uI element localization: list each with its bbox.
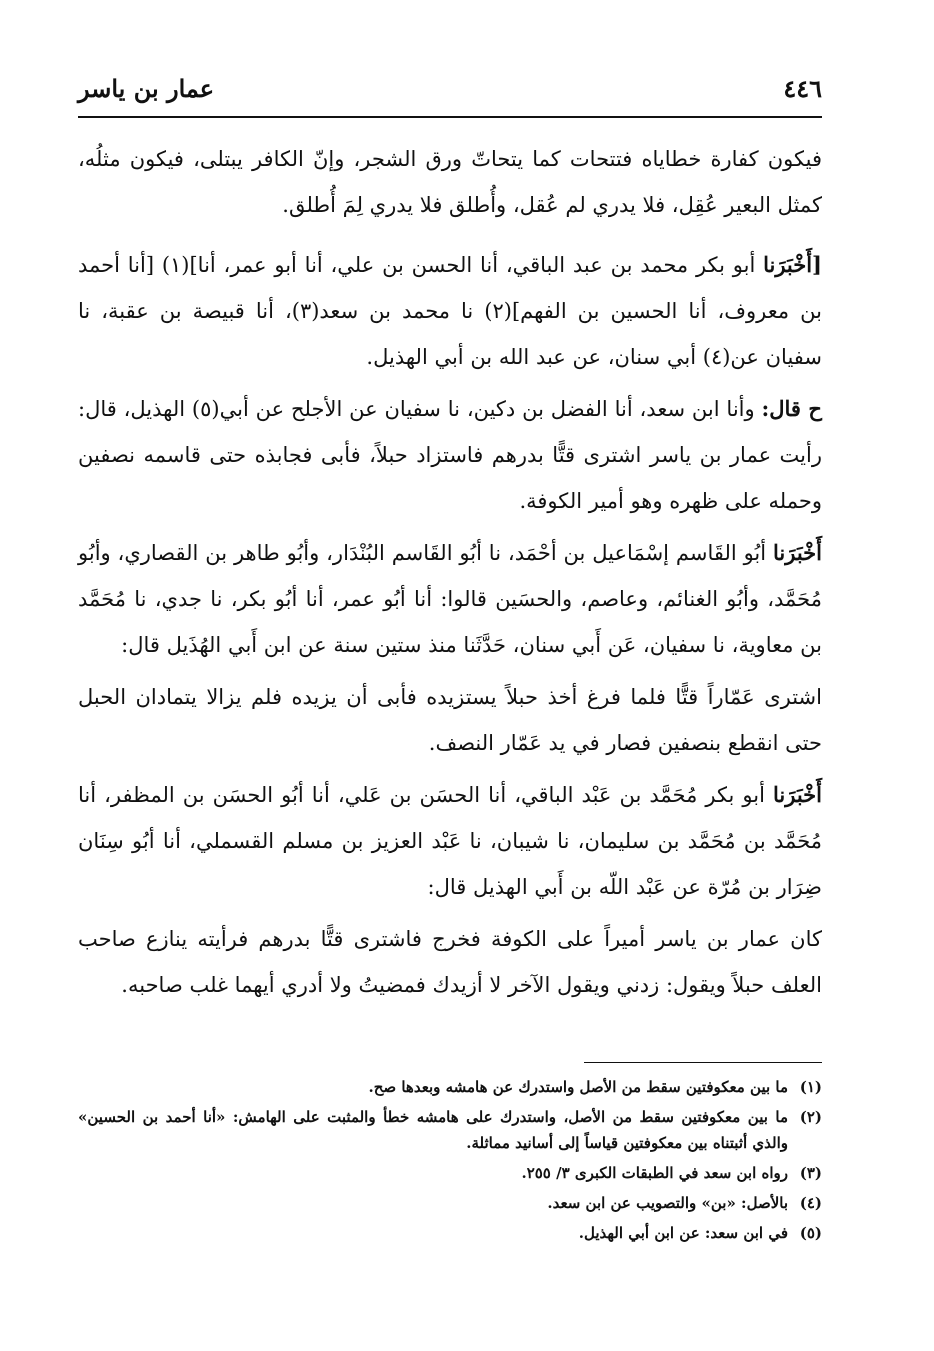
paragraph-text: أبو بكر محمد بن عبد الباقي، أنا الحسن بن علي، أنا أبو عمر، أنا](١) [أنا أحمد بن معروف، أنا الحسين بن الفهم](٢) نا محمد بن سعد(٣)، أنا قبيصة بن عقبة، نا سفيان عن(٤) أبي سنان، عن عبد الله بن أبي الهذيل. — [78, 253, 822, 369]
paragraph-text: فيكون كفارة خطاياه فتتحات كما يتحاتّ ورق الشجر، وإنّ الكافر يبتلى، فيكون مثلُه، كمثل البعير عُقِل، فلا يدري لم عُقل، وأُطلق فلا يدري لِمَ أُطلق. — [78, 147, 822, 217]
footnote-text: بالأصل: «بن» والتصويب عن ابن سعد. — [547, 1194, 788, 1212]
running-title: عمار بن ياسر — [78, 74, 215, 103]
footnote-number: (٤) — [799, 1194, 822, 1212]
footnote-text: رواه ابن سعد في الطبقات الكبرى ٣/ ٢٥٥. — [521, 1164, 788, 1182]
paragraph-6 — [78, 772, 822, 910]
footnote-number: (٥) — [799, 1224, 822, 1242]
paragraph-3 — [78, 386, 822, 524]
footnote-1 — [78, 1074, 822, 1100]
footnote-number: (٣) — [799, 1164, 822, 1182]
footnote-3 — [78, 1160, 822, 1186]
header-rule — [78, 116, 822, 118]
page-header — [78, 70, 822, 110]
footnote-rule — [584, 1062, 822, 1063]
footnotes — [78, 1074, 822, 1250]
paragraph-text: أبو بكر مُحَمَّد بن عَبْد الباقي، أنا الحسَن بن عَلي، أنا أبُو الحسَن بن المظفر، أنا مُحَمَّد بن مُحَمَّد بن سليمان، نا شيبان، نا عَبْد العزيز بن مسلم القسملي، أنا أبُو سِنَان ضِرَار بن مُرّة عن عَبْد اللّه بن أَبي الهذيل قال: — [78, 783, 822, 899]
footnote-text: في ابن سعد: عن ابن أبي الهذيل. — [578, 1224, 788, 1242]
footnote-text: ما بين معكوفتين سقط من الأصل، واستدرك على هامشه خطأ والمثبت على الهامش: «أنا أحمد بن الحسين» والذي أثبتناه بين معكوفتين قياساً إلى أسانيد مماثلة. — [78, 1108, 788, 1152]
footnote-2 — [78, 1104, 822, 1156]
page-number: ٤٤٦ — [783, 74, 822, 103]
paragraph-text: وأنا ابن سعد، أنا الفضل بن دكين، نا سفيان عن الأجلح عن أبي(٥) الهذيل، قال: رأيت عمار بن ياسر اشترى قتًّا بدرهم فاستزاد حبلاً، فأبى فجابذه حتى قاسمه نصفين وحمله على ظهره وهو أمير الكوفة. — [78, 397, 822, 513]
paragraph-4 — [78, 530, 822, 668]
paragraph-text: كان عمار بن ياسر أميراً على الكوفة فخرج فاشترى قتًّا بدرهم فرأيته ينازع صاحب العلف حبلاً ويقول: زدني ويقول الآخر لا أزيدك فمضيتُ ولا أدري أيهما غلب صاحبه. — [78, 927, 822, 997]
footnote-4 — [78, 1190, 822, 1216]
paragraph-text: اشترى عَمّاراً قتًّا فلما فرغ أخذ حبلاً يستزيده فأبى أن يزيده فلم يزالا يتمادان الحبل حتى انقطع بنصفين فصار في يد عَمّار النصف. — [78, 685, 822, 755]
paragraph-2 — [78, 242, 822, 380]
footnote-number: (٢) — [799, 1108, 822, 1126]
paragraph-lead: أَخْبَرَنا — [773, 540, 822, 565]
body-text — [78, 136, 822, 1014]
footnote-number: (١) — [799, 1078, 822, 1096]
paragraph-lead: ح قال: — [761, 396, 822, 421]
paragraph-lead: [أَخْبَرَنا — [763, 252, 822, 277]
paragraph-5 — [78, 674, 822, 766]
paragraph-1 — [78, 136, 822, 228]
footnote-text: ما بين معكوفتين سقط من الأصل واستدرك عن هامشه وبعدها صح. — [368, 1078, 788, 1096]
footnote-5 — [78, 1220, 822, 1246]
paragraph-text: أبُو القَاسم إسْمَاعيل بن أحْمَد، نا أبُو القَاسم البُنْدَار، وأبُو طاهر بن القصاري، وأبُو مُحَمَّد، وأبُو الغنائم، وعاصم، والحسَين قالوا: أنا أبُو عمر، أنا أبُو بكر، نا جدي، نا مُحَمَّد بن معاوية، نا سفيان، عَن أَبي سنان، حَدَّثَنا منذ ستين سنة عن ابن أَبي الهُذَيل قال: — [78, 541, 822, 657]
paragraph-lead: أَخْبَرَنا — [773, 782, 822, 807]
paragraph-7 — [78, 916, 822, 1008]
